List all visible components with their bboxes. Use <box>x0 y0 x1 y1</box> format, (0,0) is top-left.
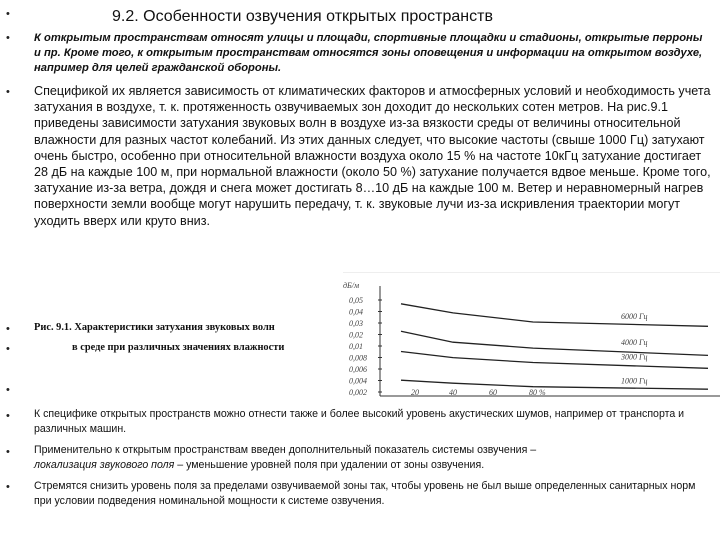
y-tick-label: 0,006 <box>349 365 367 374</box>
attenuation-chart <box>343 272 720 400</box>
chart-svg <box>343 272 720 400</box>
list-item <box>34 443 714 473</box>
y-tick-label: 0,05 <box>349 296 363 305</box>
list-item-text: Применительно к открытым пространствам введен дополнительный показатель системы озвучения – <box>34 444 537 456</box>
bullet: • <box>6 446 10 458</box>
series-label: 1000 Гц <box>621 376 648 386</box>
bullet: • <box>6 323 10 335</box>
term-localization: локализация звукового поля <box>34 459 175 471</box>
figure-caption: Рис. 9.1. Характеристики затухания звуковых волн <box>34 322 275 333</box>
bullet: • <box>6 481 10 493</box>
y-tick-label: 0,02 <box>349 330 363 340</box>
x-tick-label: 60 <box>489 388 497 397</box>
bullet: • <box>6 8 10 20</box>
series-label: 6000 Гц <box>621 311 648 321</box>
bullet: • <box>6 343 10 355</box>
main-paragraph: Спецификой их является зависимость от климатических факторов и атмосферных условий и необходимость учета затухания в воздухе, т. к. протяженность озвучиваемых зон доходит до нескольких сотен метров. На рис.9.1 приведены зависимости затухания звуковых волн в воздухе из-за вязкости среды от величины относительной влажности для разных частот колебаний. Из этих данных следует, что высокие частоты (свыше 1000 Гц) затухают очень быстро, особенно при относительной влажности воздуха около 15 % на частоте 10кГц затухание достигает 28 дБ на каждые 100 м, при нормальной влажности (около 50 %) затухание получается вдвое меньше. Кроме того, затухание из-за ветра, дождя и снега может достигать 8…10 дБ на каждые 100 м. Ветер и неравномерный нагрев поверхности земли вообще могут нарушить передачу, т. к. звуковые лучи из-за искривления траектории могут уходить вверх или круто вниз. <box>34 84 711 228</box>
intro-paragraph: К открытым пространствам относят улицы и площади, спортивные площадки и стадионы, открытые перроны и пр. Кроме того, к открытым пространствам относятся зоны оповещения и информации на открытом воздухе, например для целей гражданской обороны. <box>34 32 703 74</box>
x-tick-label: 40 <box>449 388 457 397</box>
list-item: Стремятся снизить уровень поля за пределами озвучиваемой зоны так, чтобы уровень не был выше определенных санитарных норм при условии подведения номинальной мощности к системе озвучения. <box>34 480 696 507</box>
y-tick-label: 0,04 <box>349 307 363 317</box>
bullet: • <box>6 32 10 44</box>
y-tick-label: 0,002 <box>349 388 367 397</box>
series-label: 3000 Гц <box>621 352 648 362</box>
x-tick-label: 20 <box>411 388 419 397</box>
bullet: • <box>6 384 10 396</box>
x-tick-label: 80 % <box>529 388 546 397</box>
series-line <box>401 331 708 355</box>
y-tick-label: 0,03 <box>349 319 363 328</box>
y-tick-label: 0,004 <box>349 376 367 386</box>
series-line <box>401 304 708 327</box>
figure-caption-line2: в среде при различных значениях влажности <box>72 342 285 353</box>
series-line <box>401 380 708 389</box>
list-item: К специфике открытых пространств можно отнести также и более высокий уровень акустических шумов, например от транспорта и различных машин. <box>34 408 685 435</box>
y-tick-label: 0,008 <box>349 353 367 363</box>
series-label: 4000 Гц <box>621 338 648 348</box>
bullet: • <box>6 86 10 98</box>
y-axis-label: дБ/м <box>343 281 360 290</box>
page-title: 9.2. Особенности озвучения открытых пространств <box>112 8 493 25</box>
bullet: • <box>6 410 10 422</box>
y-tick-label: 0,01 <box>349 342 363 351</box>
list-item-text: – уменьшение уровней поля при удалении от зоны озвучения. <box>174 459 485 471</box>
